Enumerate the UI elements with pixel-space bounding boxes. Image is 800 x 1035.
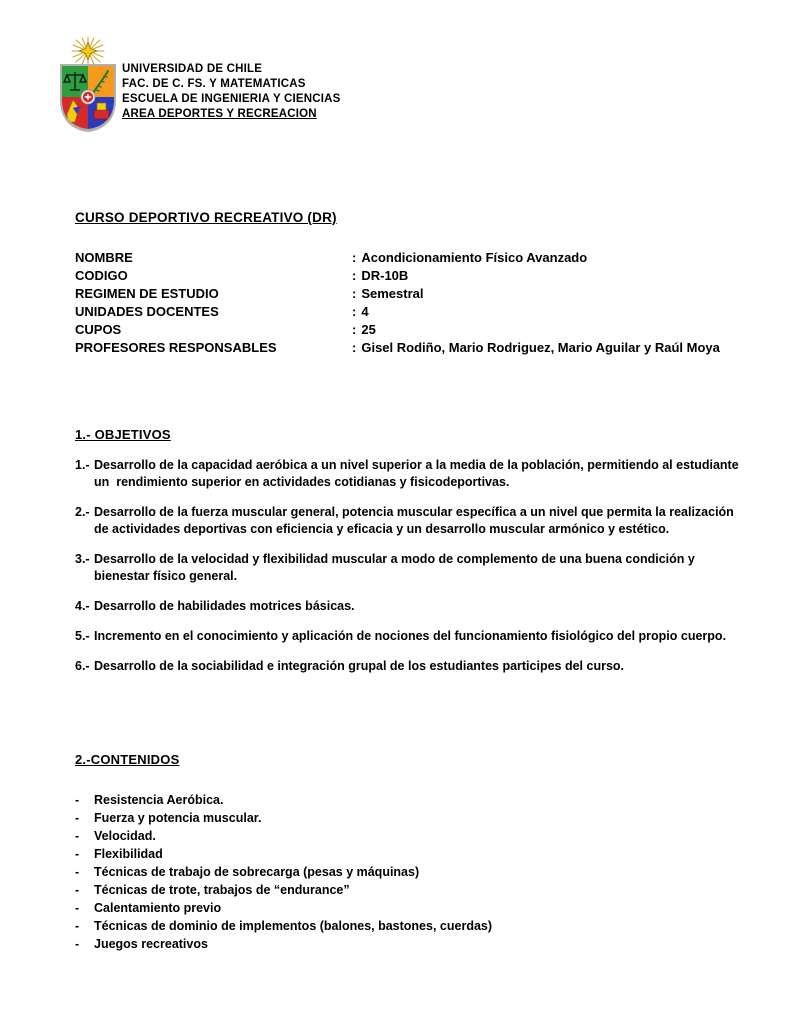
objective-number: 6.- bbox=[75, 659, 90, 673]
course-info-row bbox=[75, 321, 765, 339]
field-label: CODIGO bbox=[75, 268, 128, 283]
objective-number: 2.- bbox=[75, 505, 90, 519]
letterhead-line: ESCUELA DE INGENIERIA Y CIENCIAS bbox=[122, 93, 341, 105]
content-text: Fuerza y potencia muscular. bbox=[94, 811, 262, 825]
content-text: Técnicas de trote, trabajos de “endurance” bbox=[94, 883, 350, 897]
letterhead-text bbox=[122, 62, 341, 122]
objetivos-list bbox=[75, 457, 751, 688]
field-value: 4 bbox=[361, 304, 369, 319]
contenidos-list bbox=[75, 791, 751, 953]
objective-item bbox=[75, 457, 751, 491]
objective-text: Desarrollo de la sociabilidad e integración grupal de los estudiantes participes del curso. bbox=[94, 659, 625, 673]
field-label: REGIMEN DE ESTUDIO bbox=[75, 286, 219, 301]
field-separator: : bbox=[352, 340, 357, 355]
field-separator: : bbox=[352, 322, 357, 337]
content-text: Resistencia Aeróbica. bbox=[94, 793, 224, 807]
field-value: Acondicionamiento Físico Avanzado bbox=[361, 250, 588, 265]
field-separator: : bbox=[352, 250, 357, 265]
content-item bbox=[75, 809, 751, 827]
objective-text: Desarrollo de la velocidad y flexibilidad muscular a modo de complemento de una buena condición y bienestar físico general. bbox=[94, 552, 699, 583]
content-bullet: - bbox=[75, 829, 80, 843]
field-label: PROFESORES RESPONSABLES bbox=[75, 340, 277, 355]
content-item bbox=[75, 845, 751, 863]
letterhead-line: UNIVERSIDAD DE CHILE bbox=[122, 63, 263, 75]
field-separator: : bbox=[352, 268, 357, 283]
content-item bbox=[75, 827, 751, 845]
content-text: Velocidad. bbox=[94, 829, 156, 843]
letterhead-line: AREA DEPORTES Y RECREACION bbox=[122, 108, 317, 120]
objective-text: Desarrollo de habilidades motrices básicas. bbox=[94, 599, 355, 613]
field-value: Gisel Rodiño, Mario Rodriguez, Mario Aguilar y Raúl Moya bbox=[361, 340, 720, 355]
letterhead-line: FAC. DE C. FS. Y MATEMATICAS bbox=[122, 78, 306, 90]
course-info-row bbox=[75, 339, 765, 357]
course-info bbox=[75, 249, 765, 357]
content-item bbox=[75, 791, 751, 809]
content-text: Técnicas de trabajo de sobrecarga (pesas y máquinas) bbox=[94, 865, 420, 879]
objective-item bbox=[75, 598, 751, 615]
objective-text: Incremento en el conocimiento y aplicación de nociones del funcionamiento fisiológico del propio cuerpo. bbox=[94, 629, 727, 643]
document-title: CURSO DEPORTIVO RECREATIVO (DR) bbox=[75, 210, 337, 225]
content-item bbox=[75, 935, 751, 953]
field-label: NOMBRE bbox=[75, 250, 133, 265]
field-value: 25 bbox=[361, 322, 376, 337]
objective-item bbox=[75, 504, 751, 538]
content-text: Calentamiento previo bbox=[94, 901, 222, 915]
course-info-row bbox=[75, 249, 765, 267]
objective-text: Desarrollo de la fuerza muscular general, potencia muscular específica a un nivel que permita la realización de actividades deportivas con eficiencia y eficacia y un desarrollo muscular armónico y estético. bbox=[94, 505, 738, 536]
course-info-row bbox=[75, 267, 765, 285]
content-item bbox=[75, 899, 751, 917]
field-value: Semestral bbox=[361, 286, 424, 301]
objective-item bbox=[75, 658, 751, 675]
field-separator: : bbox=[352, 286, 357, 301]
content-bullet: - bbox=[75, 865, 80, 879]
objective-item bbox=[75, 628, 751, 645]
content-bullet: - bbox=[75, 793, 80, 807]
content-item bbox=[75, 863, 751, 881]
content-bullet: - bbox=[75, 847, 80, 861]
objective-text: Desarrollo de la capacidad aeróbica a un nivel superior a la media de la población, permitiendo al estudiante un rendimiento superior en actividades cotidianas y fisicodeportivas. bbox=[94, 458, 743, 489]
objective-number: 5.- bbox=[75, 629, 90, 643]
content-bullet: - bbox=[75, 937, 80, 951]
objective-item bbox=[75, 551, 751, 585]
content-bullet: - bbox=[75, 901, 80, 915]
content-text: Juegos recreativos bbox=[94, 937, 208, 951]
content-item bbox=[75, 881, 751, 899]
course-info-row bbox=[75, 285, 765, 303]
field-label: UNIDADES DOCENTES bbox=[75, 304, 219, 319]
objective-number: 4.- bbox=[75, 599, 90, 613]
objective-number: 1.- bbox=[75, 458, 90, 472]
content-item bbox=[75, 917, 751, 935]
content-text: Flexibilidad bbox=[94, 847, 163, 861]
content-text: Técnicas de dominio de implementos (balones, bastones, cuerdas) bbox=[94, 919, 493, 933]
section-heading-contenidos: 2.-CONTENIDOS bbox=[75, 752, 180, 767]
section-heading-objetivos: 1.- OBJETIVOS bbox=[75, 427, 171, 442]
field-separator: : bbox=[352, 304, 357, 319]
course-info-row bbox=[75, 303, 765, 321]
content-bullet: - bbox=[75, 919, 80, 933]
content-bullet: - bbox=[75, 811, 80, 825]
objective-number: 3.- bbox=[75, 552, 90, 566]
content-bullet: - bbox=[75, 883, 80, 897]
field-value: DR-10B bbox=[361, 268, 409, 283]
field-label: CUPOS bbox=[75, 322, 122, 337]
university-crest-logo bbox=[56, 36, 120, 136]
